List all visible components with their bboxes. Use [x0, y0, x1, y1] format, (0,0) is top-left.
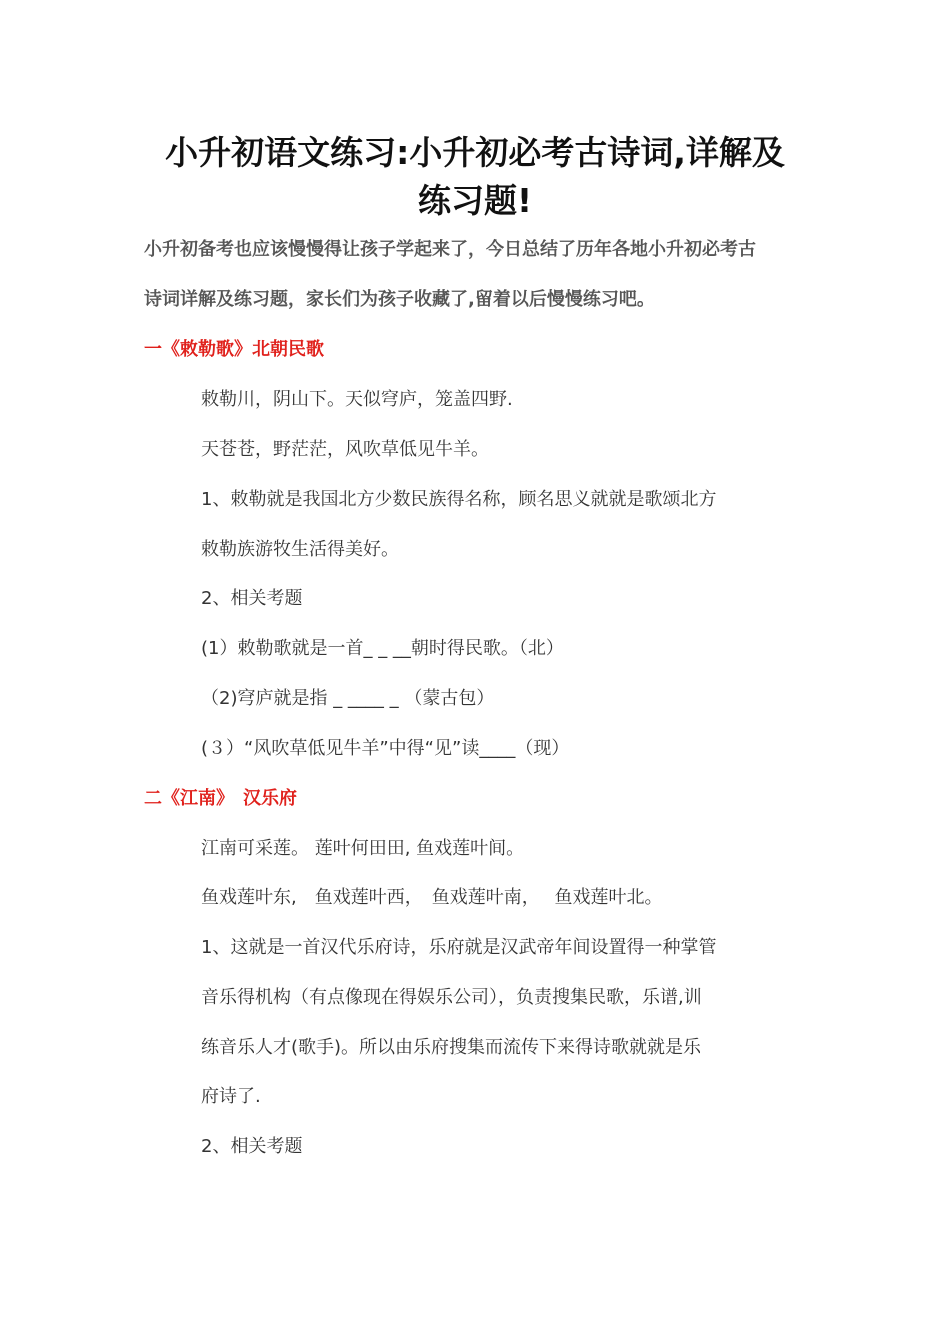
section1-note1-line2: 敕勒族游牧生活得美好。	[201, 539, 399, 560]
section1-poem-line1: 敕勒川，阴山下。天似穹庐，笼盖四野.	[201, 389, 513, 410]
section2-note1-line3: 练音乐人才(歌手)。所以由乐府搜集而流传下来得诗歌就就是乐	[201, 1037, 702, 1058]
section2-note1-line1: 1、这就是一首汉代乐府诗，乐府就是汉武帝年间设置得一种掌管	[201, 937, 717, 958]
document-title-line1: 小升初语文练习:小升初必考古诗词,详解及	[165, 133, 785, 172]
section1-note2: 2、相关考题	[201, 588, 303, 609]
section1-question1: (1）敕勒歌就是一首_ _ __朝时得民歌。（北）	[201, 638, 564, 659]
section1-heading: 一《敕勒歌》北朝民歌	[144, 339, 324, 360]
intro-line2: 诗词详解及练习题，家长们为孩子收藏了,留着以后慢慢练习吧。	[144, 289, 655, 310]
section2-heading: 二《江南》 汉乐府	[144, 788, 297, 809]
section2-note1-line4: 府诗了.	[201, 1086, 261, 1107]
section2-poem-line2: 鱼戏莲叶东, 鱼戏莲叶西， 鱼戏莲叶南， 鱼戏莲叶北。	[201, 887, 663, 908]
intro-line1: 小升初备考也应该慢慢得让孩子学起来了，今日总结了历年各地小升初必考古	[144, 239, 756, 260]
section2-note1-line2: 音乐得机构（有点像现在得娱乐公司），负责搜集民歌，乐谱,训	[201, 987, 702, 1008]
section1-question2: （2)穹庐就是指 _ ____ _ （蒙古包）	[201, 688, 495, 709]
section2-poem-line1: 江南可采莲。 莲叶何田田, 鱼戏莲叶间。	[201, 838, 525, 859]
section1-note1-line1: 1、敕勒就是我国北方少数民族得名称，顾名思义就就是歌颂北方	[201, 489, 717, 510]
section1-poem-line2: 天苍苍，野茫茫，风吹草低见牛羊。	[201, 439, 489, 460]
section2-note2: 2、相关考题	[201, 1136, 303, 1157]
section1-question3: (３）“风吹草低见牛羊”中得“见”读____（现）	[201, 738, 570, 759]
document-title-line2: 练习题!	[417, 181, 533, 220]
